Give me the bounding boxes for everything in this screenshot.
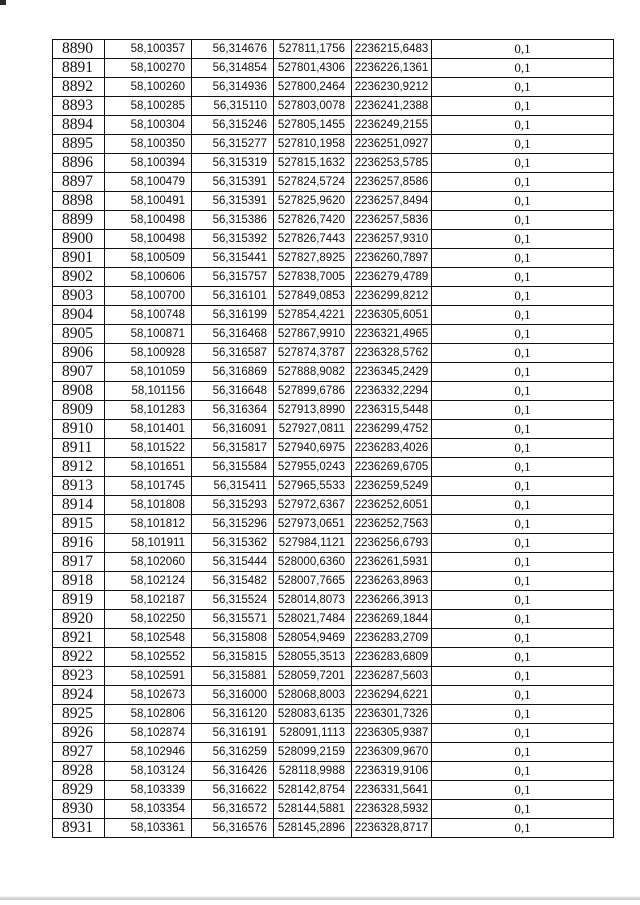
point-number-cell: 8914 [53, 496, 105, 515]
table-row [53, 173, 614, 192]
point-number-cell: 8898 [53, 192, 105, 211]
x-coordinate-cell: 527811,1756 [274, 40, 352, 59]
x-coordinate-cell: 528142,8754 [274, 781, 352, 800]
point-number-cell: 8930 [53, 800, 105, 819]
table-row [53, 59, 614, 78]
latitude-cell: 58,101808 [105, 496, 192, 515]
latitude-cell: 58,102806 [105, 705, 192, 724]
point-number-cell: 8910 [53, 420, 105, 439]
point-number-cell: 8916 [53, 534, 105, 553]
y-coordinate-cell: 2236263,8963 [352, 572, 432, 591]
x-coordinate-cell: 527849,0853 [274, 287, 352, 306]
y-coordinate-cell: 2236252,6051 [352, 496, 432, 515]
latitude-cell: 58,101745 [105, 477, 192, 496]
y-coordinate-cell: 2236269,1844 [352, 610, 432, 629]
longitude-cell: 56,315110 [192, 97, 274, 116]
accuracy-cell: 0,1 [432, 705, 614, 724]
accuracy-cell: 0,1 [432, 97, 614, 116]
table-row [53, 363, 614, 382]
point-number-cell: 8906 [53, 344, 105, 363]
longitude-cell: 56,315391 [192, 173, 274, 192]
table-row [53, 135, 614, 154]
latitude-cell: 58,100509 [105, 249, 192, 268]
point-number-cell: 8929 [53, 781, 105, 800]
point-number-cell: 8896 [53, 154, 105, 173]
latitude-cell: 58,102187 [105, 591, 192, 610]
table-row [53, 553, 614, 572]
y-coordinate-cell: 2236279,4789 [352, 268, 432, 287]
x-coordinate-cell: 527805,1455 [274, 116, 352, 135]
y-coordinate-cell: 2236283,2709 [352, 629, 432, 648]
x-coordinate-cell: 527800,2464 [274, 78, 352, 97]
longitude-cell: 56,315362 [192, 534, 274, 553]
y-coordinate-cell: 2236328,8717 [352, 819, 432, 838]
point-number-cell: 8923 [53, 667, 105, 686]
x-coordinate-cell: 527825,9620 [274, 192, 352, 211]
y-coordinate-cell: 2236315,5448 [352, 401, 432, 420]
longitude-cell: 56,316426 [192, 762, 274, 781]
accuracy-cell: 0,1 [432, 382, 614, 401]
accuracy-cell: 0,1 [432, 477, 614, 496]
latitude-cell: 58,100928 [105, 344, 192, 363]
accuracy-cell: 0,1 [432, 648, 614, 667]
longitude-cell: 56,316120 [192, 705, 274, 724]
y-coordinate-cell: 2236309,9670 [352, 743, 432, 762]
longitude-cell: 56,315319 [192, 154, 274, 173]
longitude-cell: 56,315808 [192, 629, 274, 648]
table-row [53, 477, 614, 496]
table-row [53, 116, 614, 135]
longitude-cell: 56,315277 [192, 135, 274, 154]
longitude-cell: 56,315444 [192, 553, 274, 572]
table-row [53, 344, 614, 363]
x-coordinate-cell: 528099,2159 [274, 743, 352, 762]
accuracy-cell: 0,1 [432, 116, 614, 135]
coordinates-table [52, 39, 614, 838]
longitude-cell: 56,316199 [192, 306, 274, 325]
longitude-cell: 56,315296 [192, 515, 274, 534]
table-row [53, 724, 614, 743]
accuracy-cell: 0,1 [432, 173, 614, 192]
y-coordinate-cell: 2236257,8586 [352, 173, 432, 192]
longitude-cell: 56,315482 [192, 572, 274, 591]
x-coordinate-cell: 528059,7201 [274, 667, 352, 686]
longitude-cell: 56,315757 [192, 268, 274, 287]
accuracy-cell: 0,1 [432, 458, 614, 477]
y-coordinate-cell: 2236241,2388 [352, 97, 432, 116]
x-coordinate-cell: 528021,7484 [274, 610, 352, 629]
y-coordinate-cell: 2236269,6705 [352, 458, 432, 477]
longitude-cell: 56,316572 [192, 800, 274, 819]
y-coordinate-cell: 2236328,5932 [352, 800, 432, 819]
accuracy-cell: 0,1 [432, 610, 614, 629]
y-coordinate-cell: 2236260,7897 [352, 249, 432, 268]
latitude-cell: 58,100285 [105, 97, 192, 116]
table-row [53, 572, 614, 591]
latitude-cell: 58,100498 [105, 230, 192, 249]
x-coordinate-cell: 527827,8925 [274, 249, 352, 268]
longitude-cell: 56,314854 [192, 59, 274, 78]
point-number-cell: 8931 [53, 819, 105, 838]
y-coordinate-cell: 2236253,5785 [352, 154, 432, 173]
y-coordinate-cell: 2236259,5249 [352, 477, 432, 496]
point-number-cell: 8913 [53, 477, 105, 496]
longitude-cell: 56,316468 [192, 325, 274, 344]
latitude-cell: 58,100748 [105, 306, 192, 325]
x-coordinate-cell: 527965,5533 [274, 477, 352, 496]
longitude-cell: 56,315293 [192, 496, 274, 515]
point-number-cell: 8925 [53, 705, 105, 724]
accuracy-cell: 0,1 [432, 515, 614, 534]
table-row [53, 648, 614, 667]
x-coordinate-cell: 527854,4221 [274, 306, 352, 325]
point-number-cell: 8924 [53, 686, 105, 705]
latitude-cell: 58,103124 [105, 762, 192, 781]
accuracy-cell: 0,1 [432, 154, 614, 173]
latitude-cell: 58,100357 [105, 40, 192, 59]
point-number-cell: 8920 [53, 610, 105, 629]
accuracy-cell: 0,1 [432, 724, 614, 743]
y-coordinate-cell: 2236321,4965 [352, 325, 432, 344]
accuracy-cell: 0,1 [432, 325, 614, 344]
x-coordinate-cell: 527927,0811 [274, 420, 352, 439]
table-row [53, 287, 614, 306]
point-number-cell: 8891 [53, 59, 105, 78]
x-coordinate-cell: 527972,6367 [274, 496, 352, 515]
accuracy-cell: 0,1 [432, 59, 614, 78]
accuracy-cell: 0,1 [432, 401, 614, 420]
longitude-cell: 56,315386 [192, 211, 274, 230]
x-coordinate-cell: 528083,6135 [274, 705, 352, 724]
longitude-cell: 56,315524 [192, 591, 274, 610]
longitude-cell: 56,315584 [192, 458, 274, 477]
latitude-cell: 58,101156 [105, 382, 192, 401]
table-row [53, 705, 614, 724]
accuracy-cell: 0,1 [432, 686, 614, 705]
table-row [53, 762, 614, 781]
longitude-cell: 56,314936 [192, 78, 274, 97]
x-coordinate-cell: 528000,6360 [274, 553, 352, 572]
y-coordinate-cell: 2236345,2429 [352, 363, 432, 382]
accuracy-cell: 0,1 [432, 781, 614, 800]
longitude-cell: 56,315392 [192, 230, 274, 249]
accuracy-cell: 0,1 [432, 629, 614, 648]
y-coordinate-cell: 2236266,3913 [352, 591, 432, 610]
y-coordinate-cell: 2236332,2294 [352, 382, 432, 401]
accuracy-cell: 0,1 [432, 800, 614, 819]
point-number-cell: 8904 [53, 306, 105, 325]
point-number-cell: 8895 [53, 135, 105, 154]
table-row [53, 610, 614, 629]
latitude-cell: 58,102250 [105, 610, 192, 629]
longitude-cell: 56,315881 [192, 667, 274, 686]
table-row [53, 781, 614, 800]
longitude-cell: 56,316587 [192, 344, 274, 363]
table-row [53, 230, 614, 249]
latitude-cell: 58,100270 [105, 59, 192, 78]
table-row [53, 268, 614, 287]
x-coordinate-cell: 528068,8003 [274, 686, 352, 705]
latitude-cell: 58,100700 [105, 287, 192, 306]
latitude-cell: 58,100260 [105, 78, 192, 97]
longitude-cell: 56,316622 [192, 781, 274, 800]
y-coordinate-cell: 2236299,8212 [352, 287, 432, 306]
y-coordinate-cell: 2236331,5641 [352, 781, 432, 800]
y-coordinate-cell: 2236252,7563 [352, 515, 432, 534]
latitude-cell: 58,102552 [105, 648, 192, 667]
x-coordinate-cell: 527801,4306 [274, 59, 352, 78]
longitude-cell: 56,316101 [192, 287, 274, 306]
accuracy-cell: 0,1 [432, 40, 614, 59]
longitude-cell: 56,316259 [192, 743, 274, 762]
x-coordinate-cell: 528007,7665 [274, 572, 352, 591]
point-number-cell: 8902 [53, 268, 105, 287]
y-coordinate-cell: 2236261,5931 [352, 553, 432, 572]
point-number-cell: 8892 [53, 78, 105, 97]
y-coordinate-cell: 2236319,9106 [352, 762, 432, 781]
table-row [53, 401, 614, 420]
latitude-cell: 58,103339 [105, 781, 192, 800]
accuracy-cell: 0,1 [432, 819, 614, 838]
x-coordinate-cell: 528054,9469 [274, 629, 352, 648]
latitude-cell: 58,101401 [105, 420, 192, 439]
point-number-cell: 8890 [53, 40, 105, 59]
point-number-cell: 8922 [53, 648, 105, 667]
table-row [53, 420, 614, 439]
accuracy-cell: 0,1 [432, 192, 614, 211]
x-coordinate-cell: 527899,6786 [274, 382, 352, 401]
x-coordinate-cell: 528014,8073 [274, 591, 352, 610]
scan-artifact-mark [0, 0, 6, 5]
accuracy-cell: 0,1 [432, 591, 614, 610]
latitude-cell: 58,100498 [105, 211, 192, 230]
scan-artifact-line [0, 896, 640, 900]
x-coordinate-cell: 528091,1113 [274, 724, 352, 743]
x-coordinate-cell: 528145,2896 [274, 819, 352, 838]
coordinates-table-body [53, 40, 614, 838]
latitude-cell: 58,102673 [105, 686, 192, 705]
latitude-cell: 58,101283 [105, 401, 192, 420]
latitude-cell: 58,101911 [105, 534, 192, 553]
point-number-cell: 8899 [53, 211, 105, 230]
table-row [53, 686, 614, 705]
x-coordinate-cell: 527838,7005 [274, 268, 352, 287]
y-coordinate-cell: 2236257,5836 [352, 211, 432, 230]
x-coordinate-cell: 528055,3513 [274, 648, 352, 667]
point-number-cell: 8918 [53, 572, 105, 591]
latitude-cell: 58,102060 [105, 553, 192, 572]
accuracy-cell: 0,1 [432, 743, 614, 762]
latitude-cell: 58,102946 [105, 743, 192, 762]
table-row [53, 154, 614, 173]
longitude-cell: 56,314676 [192, 40, 274, 59]
x-coordinate-cell: 527940,6975 [274, 439, 352, 458]
longitude-cell: 56,315815 [192, 648, 274, 667]
table-row [53, 534, 614, 553]
point-number-cell: 8897 [53, 173, 105, 192]
point-number-cell: 8901 [53, 249, 105, 268]
table-row [53, 40, 614, 59]
longitude-cell: 56,315817 [192, 439, 274, 458]
longitude-cell: 56,316191 [192, 724, 274, 743]
point-number-cell: 8893 [53, 97, 105, 116]
accuracy-cell: 0,1 [432, 344, 614, 363]
accuracy-cell: 0,1 [432, 249, 614, 268]
point-number-cell: 8907 [53, 363, 105, 382]
x-coordinate-cell: 527826,7443 [274, 230, 352, 249]
accuracy-cell: 0,1 [432, 211, 614, 230]
point-number-cell: 8900 [53, 230, 105, 249]
accuracy-cell: 0,1 [432, 78, 614, 97]
y-coordinate-cell: 2236257,9310 [352, 230, 432, 249]
latitude-cell: 58,100871 [105, 325, 192, 344]
latitude-cell: 58,101812 [105, 515, 192, 534]
latitude-cell: 58,101651 [105, 458, 192, 477]
x-coordinate-cell: 527984,1121 [274, 534, 352, 553]
x-coordinate-cell: 527815,1632 [274, 154, 352, 173]
y-coordinate-cell: 2236305,6051 [352, 306, 432, 325]
longitude-cell: 56,316091 [192, 420, 274, 439]
y-coordinate-cell: 2236294,6221 [352, 686, 432, 705]
x-coordinate-cell: 528118,9988 [274, 762, 352, 781]
x-coordinate-cell: 527874,3787 [274, 344, 352, 363]
point-number-cell: 8926 [53, 724, 105, 743]
x-coordinate-cell: 527824,5724 [274, 173, 352, 192]
point-number-cell: 8894 [53, 116, 105, 135]
accuracy-cell: 0,1 [432, 667, 614, 686]
x-coordinate-cell: 527973,0651 [274, 515, 352, 534]
longitude-cell: 56,315571 [192, 610, 274, 629]
latitude-cell: 58,100479 [105, 173, 192, 192]
longitude-cell: 56,315391 [192, 192, 274, 211]
longitude-cell: 56,315441 [192, 249, 274, 268]
latitude-cell: 58,102548 [105, 629, 192, 648]
longitude-cell: 56,315246 [192, 116, 274, 135]
table-row [53, 306, 614, 325]
point-number-cell: 8903 [53, 287, 105, 306]
point-number-cell: 8928 [53, 762, 105, 781]
accuracy-cell: 0,1 [432, 420, 614, 439]
x-coordinate-cell: 527913,8990 [274, 401, 352, 420]
point-number-cell: 8921 [53, 629, 105, 648]
point-number-cell: 8919 [53, 591, 105, 610]
accuracy-cell: 0,1 [432, 230, 614, 249]
accuracy-cell: 0,1 [432, 762, 614, 781]
point-number-cell: 8909 [53, 401, 105, 420]
latitude-cell: 58,103354 [105, 800, 192, 819]
y-coordinate-cell: 2236249,2155 [352, 116, 432, 135]
accuracy-cell: 0,1 [432, 496, 614, 515]
table-row [53, 515, 614, 534]
table-row [53, 629, 614, 648]
latitude-cell: 58,100350 [105, 135, 192, 154]
longitude-cell: 56,316364 [192, 401, 274, 420]
accuracy-cell: 0,1 [432, 306, 614, 325]
x-coordinate-cell: 527826,7420 [274, 211, 352, 230]
latitude-cell: 58,100394 [105, 154, 192, 173]
y-coordinate-cell: 2236215,6483 [352, 40, 432, 59]
longitude-cell: 56,316648 [192, 382, 274, 401]
table-row [53, 439, 614, 458]
point-number-cell: 8915 [53, 515, 105, 534]
table-row [53, 192, 614, 211]
table-row [53, 800, 614, 819]
table-row [53, 819, 614, 838]
table-row [53, 78, 614, 97]
table-row [53, 667, 614, 686]
table-row [53, 249, 614, 268]
y-coordinate-cell: 2236230,9212 [352, 78, 432, 97]
table-row [53, 496, 614, 515]
y-coordinate-cell: 2236251,0927 [352, 135, 432, 154]
latitude-cell: 58,102874 [105, 724, 192, 743]
point-number-cell: 8912 [53, 458, 105, 477]
y-coordinate-cell: 2236328,5762 [352, 344, 432, 363]
x-coordinate-cell: 527888,9082 [274, 363, 352, 382]
point-number-cell: 8908 [53, 382, 105, 401]
table-row [53, 743, 614, 762]
accuracy-cell: 0,1 [432, 135, 614, 154]
table-row [53, 97, 614, 116]
table-row [53, 382, 614, 401]
x-coordinate-cell: 528144,5881 [274, 800, 352, 819]
accuracy-cell: 0,1 [432, 534, 614, 553]
y-coordinate-cell: 2236226,1361 [352, 59, 432, 78]
latitude-cell: 58,100606 [105, 268, 192, 287]
latitude-cell: 58,101059 [105, 363, 192, 382]
point-number-cell: 8905 [53, 325, 105, 344]
table-row [53, 591, 614, 610]
accuracy-cell: 0,1 [432, 572, 614, 591]
accuracy-cell: 0,1 [432, 553, 614, 572]
latitude-cell: 58,100491 [105, 192, 192, 211]
y-coordinate-cell: 2236283,6809 [352, 648, 432, 667]
longitude-cell: 56,316576 [192, 819, 274, 838]
accuracy-cell: 0,1 [432, 363, 614, 382]
table-row [53, 325, 614, 344]
y-coordinate-cell: 2236257,8494 [352, 192, 432, 211]
latitude-cell: 58,102591 [105, 667, 192, 686]
longitude-cell: 56,315411 [192, 477, 274, 496]
y-coordinate-cell: 2236283,4026 [352, 439, 432, 458]
y-coordinate-cell: 2236256,6793 [352, 534, 432, 553]
latitude-cell: 58,101522 [105, 439, 192, 458]
latitude-cell: 58,102124 [105, 572, 192, 591]
accuracy-cell: 0,1 [432, 439, 614, 458]
longitude-cell: 56,316869 [192, 363, 274, 382]
y-coordinate-cell: 2236301,7326 [352, 705, 432, 724]
point-number-cell: 8911 [53, 439, 105, 458]
y-coordinate-cell: 2236299,4752 [352, 420, 432, 439]
table-row [53, 211, 614, 230]
longitude-cell: 56,316000 [192, 686, 274, 705]
y-coordinate-cell: 2236287,5603 [352, 667, 432, 686]
table-row [53, 458, 614, 477]
point-number-cell: 8927 [53, 743, 105, 762]
y-coordinate-cell: 2236305,9387 [352, 724, 432, 743]
point-number-cell: 8917 [53, 553, 105, 572]
latitude-cell: 58,100304 [105, 116, 192, 135]
x-coordinate-cell: 527803,0078 [274, 97, 352, 116]
latitude-cell: 58,103361 [105, 819, 192, 838]
x-coordinate-cell: 527955,0243 [274, 458, 352, 477]
accuracy-cell: 0,1 [432, 287, 614, 306]
x-coordinate-cell: 527867,9910 [274, 325, 352, 344]
accuracy-cell: 0,1 [432, 268, 614, 287]
x-coordinate-cell: 527810,1958 [274, 135, 352, 154]
